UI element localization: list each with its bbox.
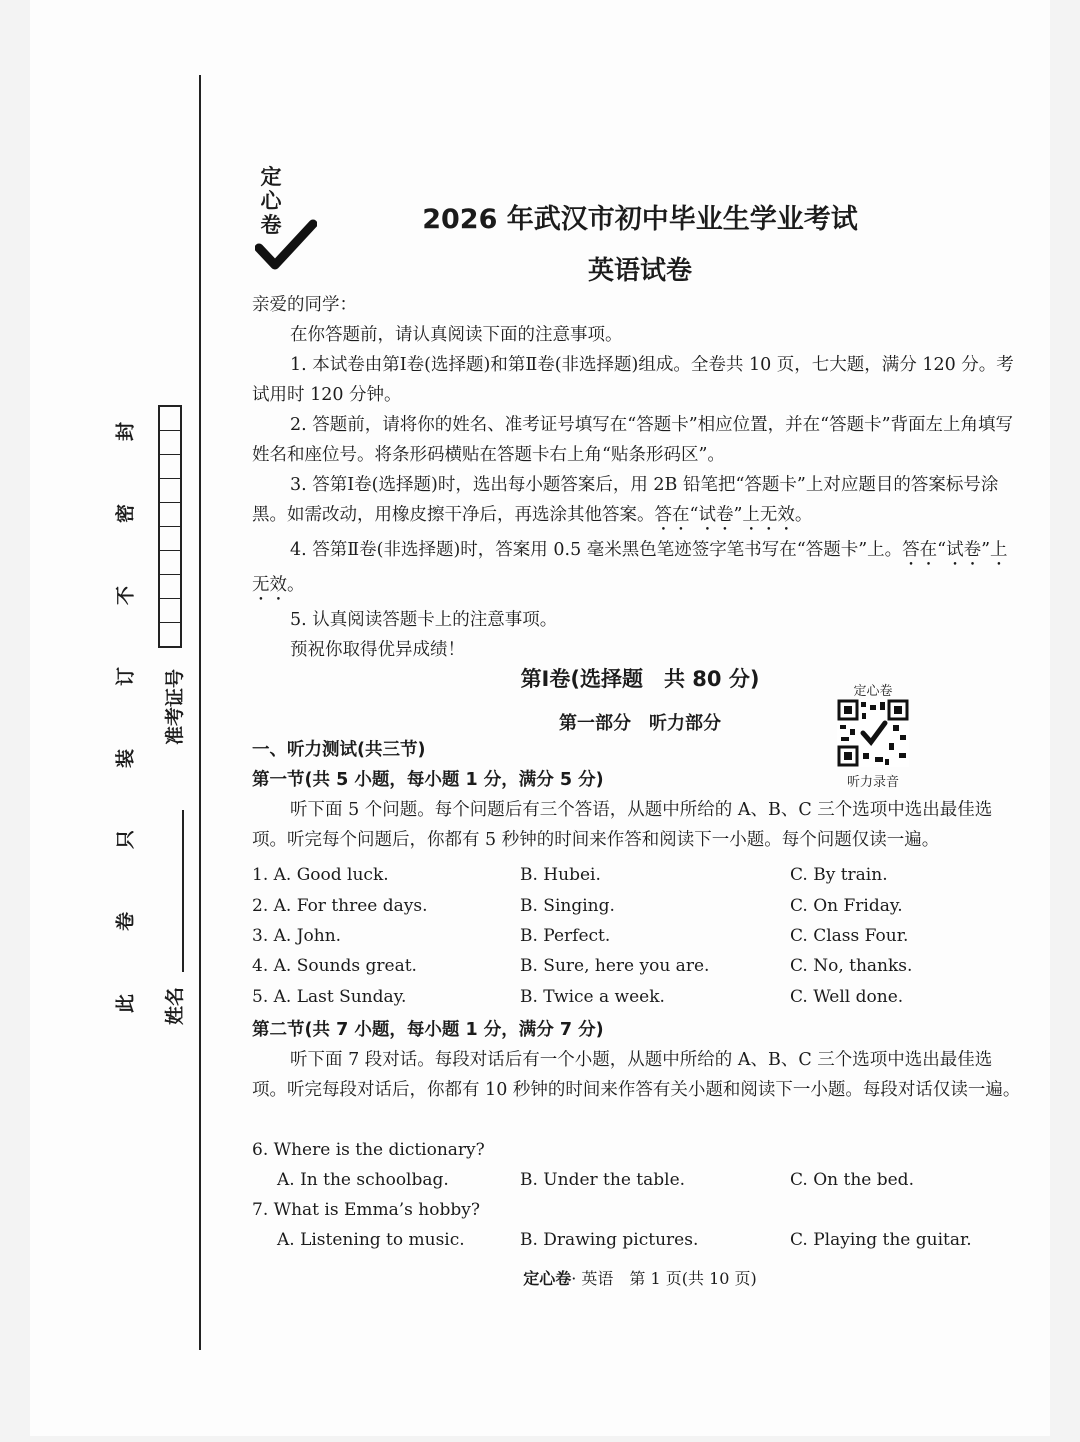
footer-page-info: · 英语 第 1 页(共 10 页) (571, 1269, 757, 1288)
page-footer (240, 1266, 1040, 1289)
sub2-instructions: 听下面 7 段对话。每段对话后有一个小题，从题中所给的 A、B、C 三个选项中选出最佳选项。听完每段对话后，你都有 10 秒钟的时间来作答有关小题和阅读下一小题。每段对话仅读一遍。 (252, 1050, 1021, 1100)
instruction-item: 4. 答第Ⅱ卷(非选择题)时，答案用 0.5 毫米黑色笔迹签字笔书写在“答题卡”上。答在“试卷”上无效。 (252, 540, 1008, 595)
question-row: 4. A. Sounds great. B. Sure, here you are. C. No, thanks. (252, 956, 913, 976)
seal-char: 此 (114, 994, 137, 1014)
seal-char: 封 (114, 422, 137, 442)
sub1-instructions: 听下面 5 个问题。每个问题后有三个答语，从题中所给的 A、B、C 三个选项中选出最佳选项。听完每个问题后，你都有 5 秒钟的时间来作答和阅读下一小题。每个问题仅读一遍。 (252, 800, 993, 850)
listening-heading: 一、听力测试(共三节) (252, 740, 426, 760)
seal-char: 密 (114, 504, 137, 524)
instruction-lead: 在你答题前，请认真阅读下面的注意事项。 (290, 325, 623, 345)
exam-id-label: 准考证号 (164, 668, 186, 745)
qr-caption: 听力录音 (846, 775, 899, 790)
seal-char: 卷 (114, 912, 137, 932)
binding-line (199, 75, 201, 1350)
instruction-item: 5. 认真阅读答题卡上的注意事项。 (290, 610, 558, 630)
part-title: 第一部分 听力部分 (559, 713, 721, 734)
seal-char: 订 (114, 667, 137, 687)
instruction-item: 2. 答题前，请将你的姓名、准考证号填写在“答题卡”相应位置，并在“答题卡”背面左上角填写姓名和座位号。将条形码横贴在答题卡右上角“贴条形码区”。 (252, 415, 1014, 465)
badge-text: 定心卷 (260, 165, 282, 237)
seal-char: 只 (114, 830, 137, 850)
name-label: 姓名 (164, 986, 186, 1025)
question-row: 2. A. For three days. B. Singing. C. On Friday. (252, 896, 903, 916)
question-row: 5. A. Last Sunday. B. Twice a week. C. Well done. (252, 987, 904, 1007)
emphasis-text: 答在“试卷”上无效 (654, 505, 795, 525)
question-row: 1. A. Good luck. B. Hubei. C. By train. (252, 865, 888, 885)
question-stem: 7. What is Emma’s hobby? (252, 1200, 480, 1220)
sub2-block (252, 1015, 1022, 1105)
page-title: 2026 年武汉市初中毕业生学业考试 (422, 204, 858, 235)
seal-char: 不 (114, 586, 137, 606)
question-row: A. Listening to music. B. Drawing pictures. C. Playing the guitar. (277, 1230, 972, 1250)
section-title: 第Ⅰ卷(选择题 共 80 分) (520, 667, 760, 691)
sub2-heading: 第二节(共 7 小题，每小题 1 分，满分 7 分) (252, 1020, 604, 1040)
sub1-heading: 第一节(共 5 小题，每小题 1 分，满分 5 分) (252, 770, 604, 790)
qr-top-label: 定心卷 (853, 684, 893, 699)
page-subtitle: 英语试卷 (587, 256, 692, 286)
listening-heading-block (252, 735, 1022, 855)
question-row: 3. A. John. B. Perfect. C. Class Four. (252, 926, 909, 946)
seal-char: 装 (114, 749, 137, 769)
question-stem: 6. Where is the dictionary? (252, 1140, 485, 1160)
instructions (252, 290, 1022, 665)
emphasis-text: 答在“试卷”上无效 (252, 540, 1008, 595)
exam-id-boxes[interactable] (158, 405, 182, 648)
greeting: 亲爱的同学： (252, 295, 357, 315)
footer-brand: 定心卷 (523, 1269, 572, 1288)
question-row: A. In the schoolbag. B. Under the table. C. On the bed. (277, 1170, 914, 1190)
name-field-line[interactable] (182, 810, 184, 972)
instruction-item: 1. 本试卷由第Ⅰ卷(选择题)和第Ⅱ卷(非选择题)组成。全卷共 10 页，七大题，满分 120 分。考试用时 120 分钟。 (252, 355, 1014, 405)
wish-text: 预祝你取得优异成绩！ (290, 640, 465, 660)
instruction-item: 3. 答第Ⅰ卷(选择题)时，选出每小题答案后，用 2B 铅笔把“答题卡”上对应题目的答案标号涂黑。如需改动，用橡皮擦干净后，再选涂其他答案。答在“试卷”上无效。 (252, 475, 999, 525)
